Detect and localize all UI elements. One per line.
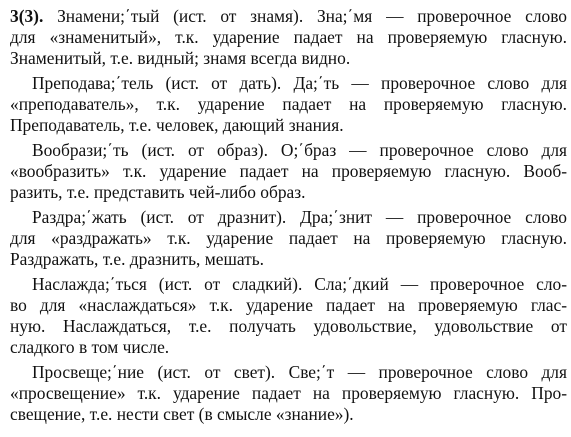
text-line: «преподаватель», т.к. ударение падает на проверяемую гласную. xyxy=(10,94,567,114)
exercise-number: 3(3). xyxy=(10,6,44,26)
text-line: Просвеще;΄ние (ист. от свет). Све;΄т — проверочное слово для xyxy=(32,362,567,382)
text-line: для «раздражать» т.к. ударение падает на проверяемую гласную. xyxy=(10,228,567,248)
text-line: ную. Наслаждаться, т.е. получать удовольствие, удовольствие от xyxy=(10,316,567,336)
entry-znamenity xyxy=(10,6,567,69)
text-line xyxy=(10,6,567,27)
entry-voobrazit xyxy=(10,140,567,203)
text-line: для «знаменитый», т.к. ударение падает на проверяемую гласную. xyxy=(10,27,567,47)
entry-naslazhdatsya xyxy=(10,274,567,358)
text-line: сладкого в том числе. xyxy=(10,337,170,357)
text-line: Преподава;΄тель (ист. от дать). Да;΄ть — проверочное слово для xyxy=(32,73,567,93)
text-line: «просвещение» т.к. ударение падает на проверяемую гласную. Про- xyxy=(10,383,567,403)
entry-prosveshchenie xyxy=(10,362,567,425)
text-line: свещение, т.е. нести свет (в смысле «знание»). xyxy=(10,404,354,424)
text-line: во для «наслаждаться» т.к. ударение падает на проверяемую глас- xyxy=(10,295,567,315)
entry-razdrazhat xyxy=(10,207,567,270)
text-line: Наслажда;΄ться (ист. от сладкий). Сла;΄дкий — проверочное сло- xyxy=(32,274,567,294)
text-line: разить, т.е. представить чей-либо образ. xyxy=(10,182,306,202)
entry-prepodavatel xyxy=(10,73,567,136)
text-line: Раздражать, т.е. дразнить, мешать. xyxy=(10,249,265,269)
text-line-content: Знамени;΄тый (ист. от знамя). Зна;΄мя — проверочное слово xyxy=(43,6,567,26)
text-line: Раздра;΄жать (ист. от дразнит). Дра;΄знит — проверочное слово xyxy=(32,207,567,227)
text-line: «вообразить» т.к. ударение падает на проверяемую гласную. Вооб- xyxy=(10,161,567,181)
text-line: Знаменитый, т.е. видный; знамя всегда видно. xyxy=(10,48,351,68)
text-line: Преподаватель, т.е. человек, дающий знания. xyxy=(10,115,344,135)
text-line: Вообрази;΄ть (ист. от образ). О;΄браз — проверочное слово для xyxy=(32,140,567,160)
